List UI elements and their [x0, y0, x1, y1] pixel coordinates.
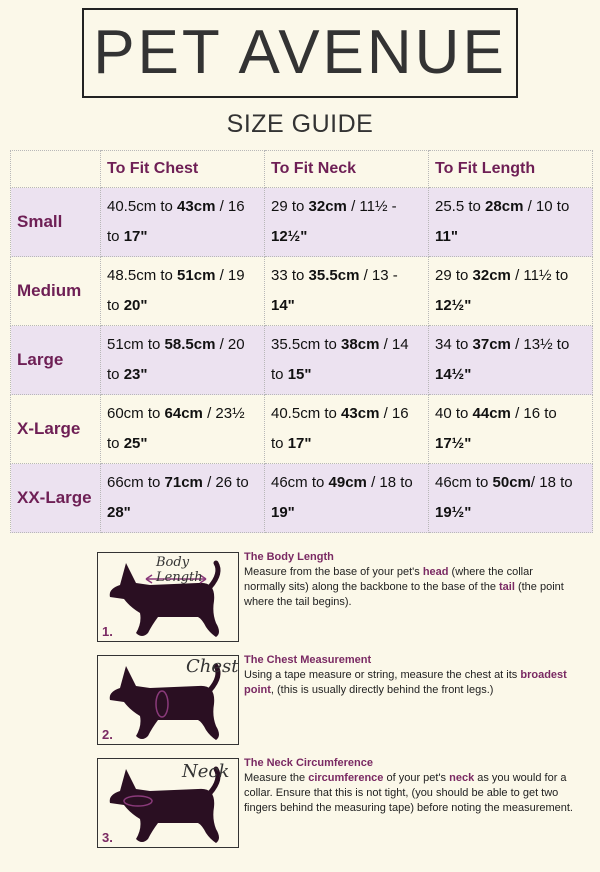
guide-script-label: Chest — [186, 656, 239, 677]
neck-cell: 29 to 32cm / 11½ - 12½" — [265, 188, 429, 257]
guide-number: 2. — [102, 727, 113, 742]
neck-cell: 46cm to 49cm / 18 to 19" — [265, 464, 429, 533]
table-header-row — [11, 151, 593, 188]
header-chest: To Fit Chest — [101, 151, 265, 188]
guide-script-label: Neck — [182, 761, 230, 782]
size-table — [10, 150, 593, 533]
guide-number: 1. — [102, 624, 113, 639]
size-name: Small — [11, 188, 101, 257]
length-cell: 34 to 37cm / 13½ to 14½" — [429, 326, 593, 395]
guide-illustration — [97, 552, 239, 642]
guide-text: The Neck Circumference Measure the circumference of your pet's neck as you would for a collar. Ensure that this is not tight, (you should be able to get two fingers behind the measuring tape) before noting the measurement. — [244, 757, 573, 814]
guide-title: The Body Length — [244, 551, 334, 563]
guide-script-label: Body Length — [156, 555, 203, 585]
header-neck: To Fit Neck — [265, 151, 429, 188]
guide-text: The Chest Measurement Using a tape measure or string, measure the chest at its broadest point, (this is usually directly behind the front legs.) — [244, 653, 574, 698]
neck-cell: 33 to 35.5cm / 13 - 14" — [265, 257, 429, 326]
guide-illustration — [97, 758, 239, 848]
neck-cell: 40.5cm to 43cm / 16 to 17" — [265, 395, 429, 464]
header-length: To Fit Length — [429, 151, 593, 188]
brand-title: PET AVENUE — [93, 18, 507, 87]
chest-cell: 48.5cm to 51cm / 19 to 20" — [101, 257, 265, 326]
size-name: X-Large — [11, 395, 101, 464]
size-name: XX-Large — [11, 464, 101, 533]
guide-number: 3. — [102, 830, 113, 845]
neck-cell: 35.5cm to 38cm / 14 to 15" — [265, 326, 429, 395]
table-row — [11, 257, 593, 326]
chest-cell: 51cm to 58.5cm / 20 to 23" — [101, 326, 265, 395]
guide-title: The Chest Measurement — [244, 654, 372, 666]
size-name: Medium — [11, 257, 101, 326]
table-row — [11, 188, 593, 257]
length-cell: 25.5 to 28cm / 10 to 11" — [429, 188, 593, 257]
chest-cell: 60cm to 64cm / 23½ to 25" — [101, 395, 265, 464]
length-cell: 40 to 44cm / 16 to 17½" — [429, 395, 593, 464]
brand-logo-box — [82, 8, 518, 98]
table-row — [11, 326, 593, 395]
chest-cell: 40.5cm to 43cm / 16 to 17" — [101, 188, 265, 257]
guide-title: The Neck Circumference — [244, 757, 373, 769]
guide-illustration — [97, 655, 239, 745]
chest-cell: 66cm to 71cm / 26 to 28" — [101, 464, 265, 533]
length-cell: 29 to 32cm / 11½ to 12½" — [429, 257, 593, 326]
table-row — [11, 464, 593, 533]
guide-text: The Body Length Measure from the base of your pet's head (where the collar normally sits) along the backbone to the base of the tail (the point where the tail begins). — [244, 550, 574, 610]
header-empty — [11, 151, 101, 188]
length-cell: 46cm to 50cm/ 18 to 19½" — [429, 464, 593, 533]
table-row — [11, 395, 593, 464]
size-name: Large — [11, 326, 101, 395]
page-subtitle: SIZE GUIDE — [226, 110, 374, 138]
